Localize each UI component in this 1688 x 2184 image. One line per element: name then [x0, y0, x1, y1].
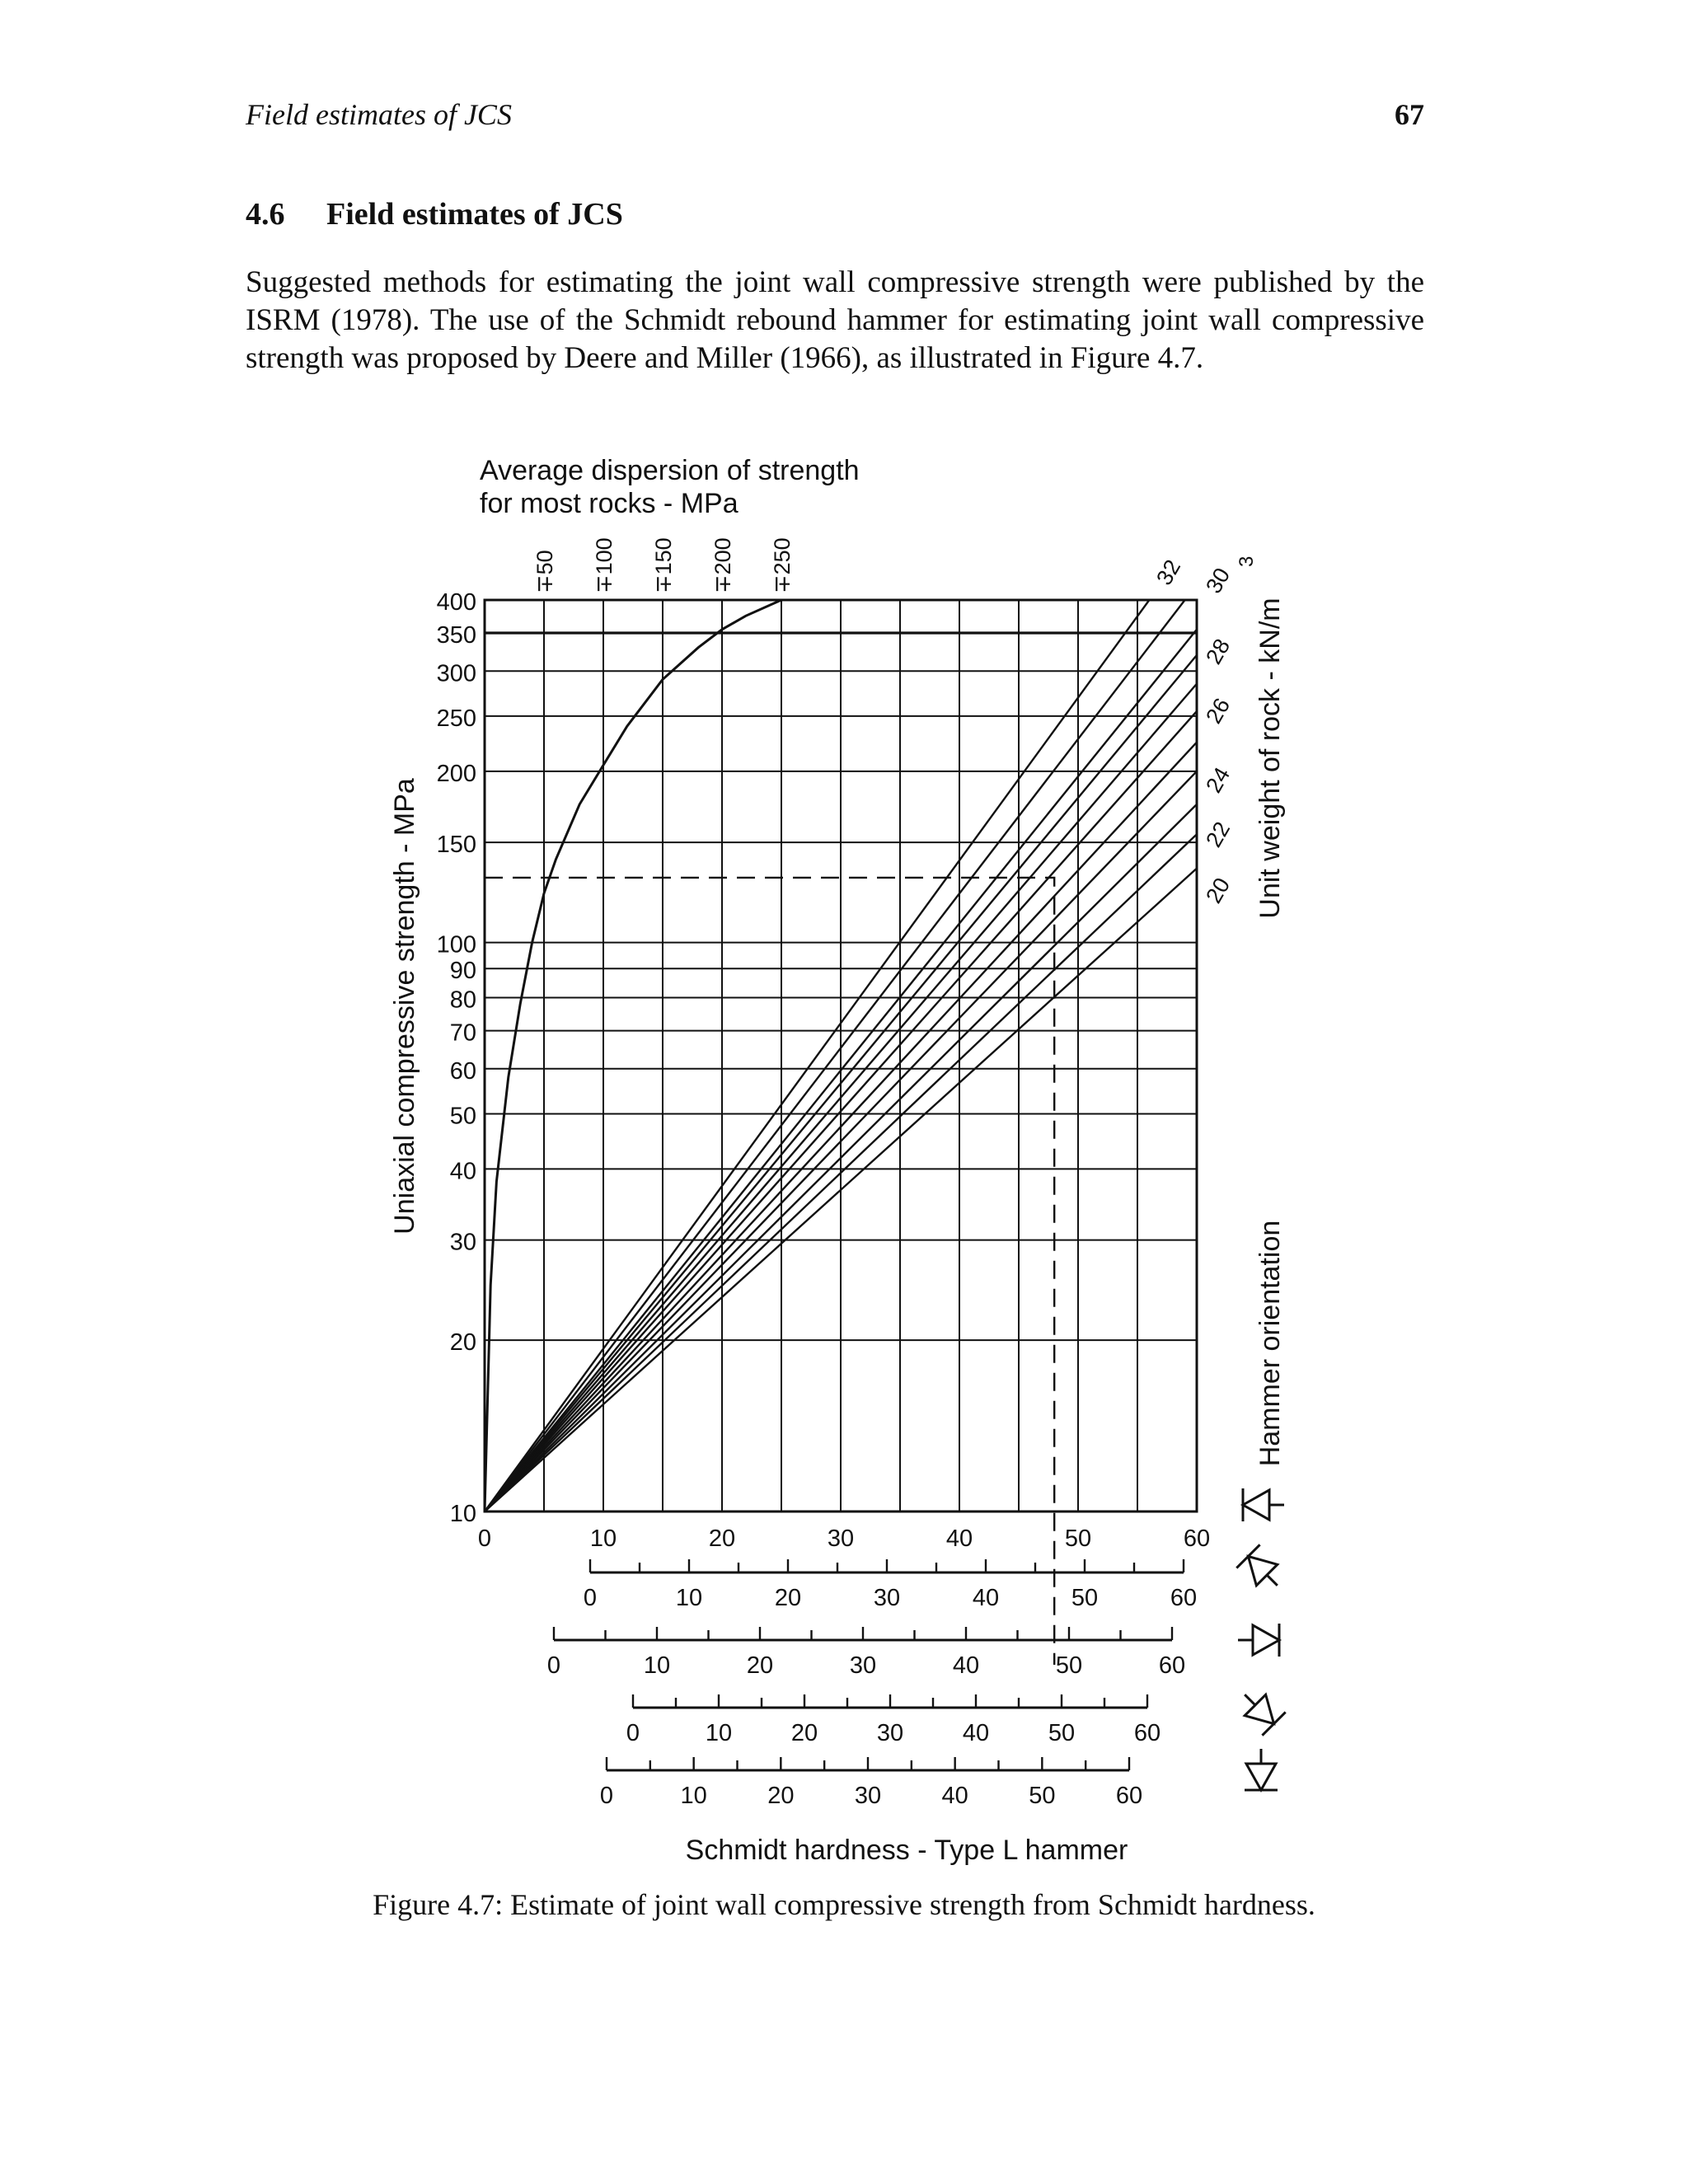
chart-title: Average dispersion of strength	[480, 455, 860, 486]
hammer-scale-label: 20	[790, 1720, 818, 1746]
unit-weight-line	[485, 600, 1149, 1511]
y-tick-label: 250	[436, 705, 476, 732]
hammer-scale-label: 60	[1115, 1783, 1143, 1809]
chart-grid	[485, 600, 1197, 1511]
unit-weight-label: 32	[1151, 555, 1186, 589]
hammer-scale-label: 50	[1029, 1783, 1056, 1809]
hammer-scale-label: 40	[941, 1783, 968, 1809]
hammer-orientation-icon	[1233, 1683, 1286, 1736]
hammer-scale-label: 50	[1071, 1585, 1099, 1611]
x-tick-label: 10	[589, 1526, 617, 1552]
dispersion-label: ∓100	[592, 537, 617, 593]
y-tick-label: 10	[449, 1501, 476, 1527]
y-tick-label: 100	[436, 931, 476, 958]
hammer-scales	[547, 1488, 1289, 1809]
hammer-scale-label: 40	[952, 1652, 980, 1679]
y-tick-label: 300	[436, 660, 476, 687]
y-tick-label: 90	[449, 958, 476, 985]
hammer-scale-label: 10	[675, 1585, 703, 1611]
hammer-orientation-icon	[1245, 1749, 1278, 1790]
hammer-scale-label: 0	[599, 1783, 614, 1809]
hammer-scale-label: 60	[1133, 1720, 1161, 1746]
section-number: 4.6	[246, 197, 285, 232]
hammer-scale-label: 0	[583, 1585, 598, 1611]
hammer-scale-label: 30	[876, 1720, 904, 1746]
unit-weight-label: 30	[1201, 563, 1236, 598]
y-tick-label: 30	[449, 1229, 476, 1256]
x-tick-label: 20	[708, 1526, 736, 1552]
hammer-scale-label: 40	[962, 1720, 990, 1746]
unit-weight-label: 24	[1201, 762, 1236, 797]
unit-weight-label: 20	[1201, 873, 1236, 907]
dispersion-label: ∓200	[710, 537, 735, 593]
unit-weight-line	[485, 600, 1185, 1511]
running-title: Field estimates of JCS	[246, 98, 512, 131]
dispersion-label: ∓250	[770, 537, 795, 593]
hammer-scale-label: 30	[854, 1783, 882, 1809]
page-number: 67	[1395, 98, 1424, 131]
hammer-scale-label: 10	[680, 1783, 707, 1809]
hammer-scale-label: 20	[774, 1585, 802, 1611]
unit-weight-label: 22	[1201, 817, 1236, 851]
y-axis-label: Uniaxial compressive strength - MPa	[389, 778, 420, 1235]
chart-title: for most rocks - MPa	[480, 488, 738, 519]
x-tick-label: 30	[827, 1526, 855, 1552]
hammer-scale-label: 60	[1170, 1585, 1198, 1611]
dispersion-label: ∓50	[532, 550, 557, 593]
x-axis-label: Schmidt hardness - Type L hammer	[685, 1835, 1128, 1866]
hammer-scale-label: 10	[643, 1652, 671, 1679]
hammer-orientation-icon	[1238, 1624, 1279, 1657]
hammer-scale-label: 30	[873, 1585, 901, 1611]
hammer-orientation-label: Hammer orientation	[1254, 1220, 1286, 1467]
y-tick-label: 200	[436, 760, 476, 787]
dispersion-curve	[485, 600, 781, 1511]
hammer-scale-label: 60	[1158, 1652, 1186, 1679]
hammer-scale-label: 10	[705, 1720, 733, 1746]
hammer-orientation-icon	[1236, 1544, 1289, 1597]
x-tick-label: 60	[1183, 1526, 1211, 1552]
y-tick-label: 50	[449, 1103, 476, 1130]
y-tick-label: 400	[436, 589, 476, 616]
dispersion-label: ∓150	[651, 537, 676, 593]
section-title: Field estimates of JCS	[326, 197, 623, 232]
hammer-scale-label: 20	[767, 1783, 795, 1809]
right-axis-label-sup: 3	[1236, 555, 1258, 567]
y-tick-label: 350	[436, 622, 476, 649]
y-tick-label: 60	[449, 1057, 476, 1085]
x-tick-label: 40	[945, 1526, 973, 1552]
y-tick-label: 70	[449, 1019, 476, 1047]
figure-caption: Figure 4.7: Estimate of joint wall compressive strength from Schmidt hardness.	[373, 1888, 1315, 1921]
y-tick-label: 150	[436, 832, 476, 859]
hammer-scale-label: 30	[849, 1652, 877, 1679]
hammer-scale-label: 40	[972, 1585, 1000, 1611]
y-tick-label: 20	[449, 1329, 476, 1357]
y-tick-label: 80	[449, 987, 476, 1014]
hammer-scale-label: 50	[1055, 1652, 1083, 1679]
right-axis-label: Unit weight of rock - kN/m	[1254, 598, 1286, 919]
hammer-scale-label: 20	[746, 1652, 774, 1679]
x-tick-label: 50	[1064, 1526, 1092, 1552]
unit-weight-label: 28	[1201, 634, 1236, 668]
hammer-scale-label: 0	[546, 1652, 561, 1679]
body-paragraph: Suggested methods for estimating the joint wall compressive strength were published by the ISRM (1978). The use of the Schmidt rebound hammer for estimating joint wall compressive strength was proposed by Deere and Miller (1966), as illustrated in Figure 4.7.	[246, 265, 1424, 375]
y-tick-label: 40	[449, 1158, 476, 1185]
hammer-scale-label: 50	[1048, 1720, 1076, 1746]
x-tick-label: 0	[477, 1526, 492, 1552]
hammer-scale-label: 0	[626, 1720, 640, 1746]
hammer-orientation-icon	[1243, 1488, 1284, 1521]
unit-weight-label: 26	[1201, 693, 1236, 728]
